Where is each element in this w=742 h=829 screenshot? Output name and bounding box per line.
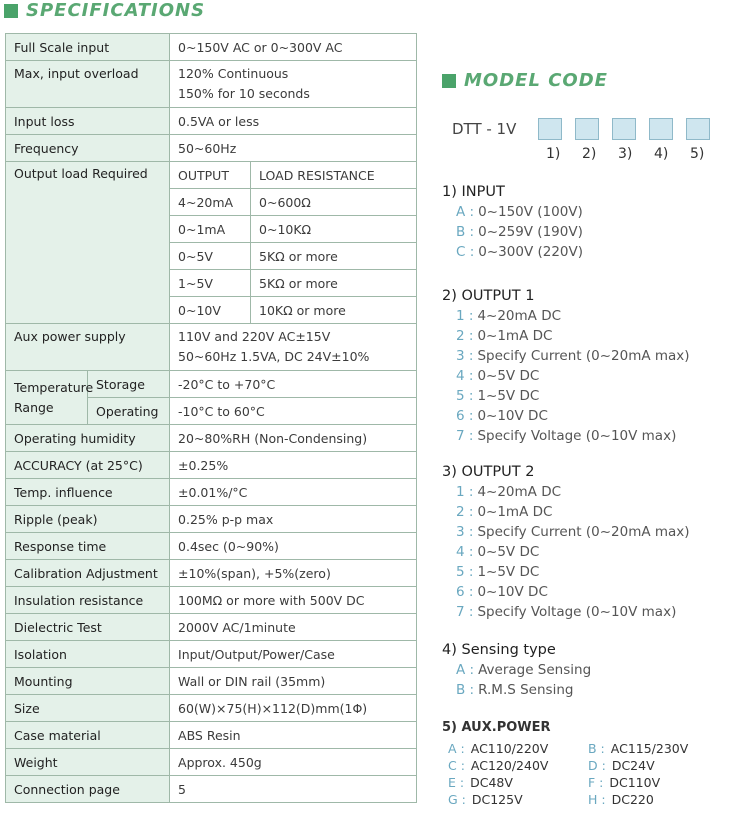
model-code-header (442, 70, 608, 91)
load-cell: 0~600Ω (251, 189, 417, 216)
option-text: 0~150V (100V) (478, 204, 583, 220)
option-item (442, 242, 583, 262)
option-text: Specify Voltage (0~10V max) (477, 604, 677, 620)
option-item (442, 660, 591, 680)
option-item (442, 366, 690, 386)
spec-value: 0~150V AC or 0~300V AC (170, 34, 417, 61)
option-key: 5 : (456, 564, 474, 580)
spec-value: ±0.01%/°C (170, 479, 417, 506)
option-key: 2 : (456, 328, 474, 344)
output-column-header: OUTPUT (170, 162, 251, 189)
aux-item (448, 758, 588, 773)
aux-text: DC48V (470, 775, 513, 790)
spec-label: Size (6, 695, 170, 722)
table-row (6, 479, 417, 506)
aux-key: A : (448, 741, 465, 756)
table-row (6, 162, 417, 189)
section-title: 1) INPUT (442, 184, 505, 200)
spec-label: ACCURACY (at 25°C) (6, 452, 170, 479)
option-key: A : (456, 662, 475, 678)
load-cell: 0~10KΩ (251, 216, 417, 243)
spec-value: 100MΩ or more with 500V DC (170, 587, 417, 614)
aux-power-section (442, 720, 708, 807)
model-section (442, 184, 583, 262)
option-key: 1 : (456, 484, 474, 500)
spec-label: Dielectric Test (6, 614, 170, 641)
specifications-header (4, 0, 205, 21)
aux-item (588, 792, 708, 807)
spec-label: Ripple (peak) (6, 506, 170, 533)
option-item (442, 326, 690, 346)
code-prefix: DTT - 1V (452, 120, 517, 138)
output-cell: 0~5V (170, 243, 251, 270)
aux-text: AC110/220V (470, 741, 549, 756)
table-row (6, 776, 417, 803)
option-key: 3 : (456, 524, 474, 540)
spec-value: 0.4sec (0~90%) (170, 533, 417, 560)
option-item (442, 522, 690, 542)
aux-item (448, 792, 588, 807)
option-text: 0~259V (190V) (478, 224, 583, 240)
option-key: 7 : (456, 428, 474, 444)
spec-value: Input/Output/Power/Case (170, 641, 417, 668)
table-row (6, 506, 417, 533)
table-row (6, 135, 417, 162)
spec-label (6, 371, 94, 425)
table-row (6, 34, 417, 61)
table-row (6, 560, 417, 587)
table-row (6, 587, 417, 614)
code-position-labels (546, 146, 726, 162)
spec-value: 5 (170, 776, 417, 803)
option-item (442, 222, 583, 242)
spec-value: 50~60Hz (170, 135, 417, 162)
spec-value: ±10%(span), +5%(zero) (170, 560, 417, 587)
spec-value: 20~80%RH (Non-Condensing) (170, 425, 417, 452)
spec-value-line: 50~60Hz 1.5VA, DC 24V±10% (178, 349, 370, 364)
option-key: 4 : (456, 368, 474, 384)
aux-item (588, 775, 708, 790)
table-row (6, 452, 417, 479)
option-key: 6 : (456, 584, 474, 600)
table-row (6, 425, 417, 452)
aux-text: DC110V (609, 775, 661, 790)
option-text: 0~1mA DC (477, 328, 553, 344)
code-box-3 (612, 118, 636, 140)
option-key: C : (456, 244, 475, 260)
spec-value: ABS Resin (170, 722, 417, 749)
aux-text: AC120/240V (470, 758, 549, 773)
code-box-5 (686, 118, 710, 140)
spec-value: Approx. 450g (170, 749, 417, 776)
load-cell: 5KΩ or more (251, 243, 417, 270)
spec-label: Calibration Adjustment (6, 560, 170, 587)
table-row (6, 722, 417, 749)
option-item (442, 482, 690, 502)
load-cell: 5KΩ or more (251, 270, 417, 297)
spec-label-line: Range (14, 399, 54, 415)
output-cell: 1~5V (170, 270, 251, 297)
option-item (442, 542, 690, 562)
option-key: A : (456, 204, 475, 220)
spec-value: -10°C to 60°C (170, 398, 417, 425)
spec-value (170, 324, 417, 371)
option-text: 0~5V DC (477, 544, 540, 560)
model-code-diagram (452, 118, 726, 162)
section-title: 4) Sensing type (442, 642, 556, 658)
code-position-label: 5) (690, 146, 705, 162)
spec-label: Weight (6, 749, 170, 776)
option-text: Specify Voltage (0~10V max) (477, 428, 677, 444)
spec-label: Operating humidity (6, 425, 170, 452)
spec-label: Isolation (6, 641, 170, 668)
spec-label: Max, input overload (6, 61, 170, 108)
code-position-label: 3) (618, 146, 633, 162)
option-item (442, 562, 690, 582)
spec-label: Mounting (6, 668, 170, 695)
spec-label: Input loss (6, 108, 170, 135)
option-key: B : (456, 224, 475, 240)
aux-key: B : (588, 741, 605, 756)
model-section (442, 288, 690, 446)
code-position-label: 2) (582, 146, 597, 162)
aux-text: DC220 (611, 792, 654, 807)
option-key: B : (456, 682, 475, 698)
option-key: 1 : (456, 308, 474, 324)
option-text: 0~1mA DC (477, 504, 553, 520)
spec-label: Output load Required (6, 162, 170, 324)
option-text: Specify Current (0~20mA max) (477, 524, 690, 540)
table-row (6, 61, 417, 108)
output-cell: 4~20mA (170, 189, 251, 216)
option-text: R.M.S Sensing (478, 682, 574, 698)
output-cell: 0~10V (170, 297, 251, 324)
output-cell: 0~1mA (170, 216, 251, 243)
option-item (442, 426, 690, 446)
model-section (442, 464, 690, 622)
spec-label: Connection page (6, 776, 170, 803)
aux-text: DC24V (611, 758, 655, 773)
section-title: 2) OUTPUT 1 (442, 288, 535, 304)
option-item (442, 406, 690, 426)
option-item (442, 680, 591, 700)
spec-label: Frequency (6, 135, 170, 162)
spec-value: ±0.25% (170, 452, 417, 479)
aux-key: G : (448, 792, 466, 807)
table-row (6, 641, 417, 668)
option-text: 1~5V DC (477, 388, 540, 404)
aux-key: C : (448, 758, 465, 773)
sub-label: Operating (88, 398, 170, 425)
option-item (442, 346, 690, 366)
spec-value-line: 110V and 220V AC±15V (178, 329, 331, 344)
aux-key: D : (588, 758, 606, 773)
table-row (6, 614, 417, 641)
option-text: 0~5V DC (477, 368, 540, 384)
spec-value-line: 120% Continuous (178, 66, 289, 81)
green-square-icon (4, 4, 18, 18)
option-item (442, 602, 690, 622)
section-title: 3) OUTPUT 2 (442, 464, 535, 480)
spec-label: Response time (6, 533, 170, 560)
spec-label-line: Temperature (14, 379, 94, 395)
spec-value: 0.5VA or less (170, 108, 417, 135)
spec-value-line: 150% for 10 seconds (178, 86, 310, 101)
option-key: 6 : (456, 408, 474, 424)
aux-power-title: 5) AUX.POWER (442, 720, 551, 735)
aux-item (448, 775, 588, 790)
table-row (6, 695, 417, 722)
aux-key: E : (448, 775, 465, 790)
option-key: 7 : (456, 604, 474, 620)
code-position-label: 1) (546, 146, 561, 162)
table-row (6, 108, 417, 135)
option-text: 1~5V DC (477, 564, 540, 580)
option-item (442, 582, 690, 602)
spec-label: Insulation resistance (6, 587, 170, 614)
load-column-header: LOAD RESISTANCE (251, 162, 417, 189)
aux-item (588, 758, 708, 773)
table-row (6, 749, 417, 776)
code-box-4 (649, 118, 673, 140)
option-item (442, 306, 690, 326)
aux-text: DC125V (471, 792, 523, 807)
specifications-table (5, 33, 417, 803)
option-text: 4~20mA DC (477, 484, 562, 500)
option-item (442, 202, 583, 222)
load-cell: 10KΩ or more (251, 297, 417, 324)
spec-value: 60(W)×75(H)×112(D)mm(1Φ) (170, 695, 417, 722)
aux-item (588, 741, 708, 756)
model-code-title: MODEL CODE (464, 70, 608, 91)
option-key: 3 : (456, 348, 474, 364)
option-item (442, 502, 690, 522)
sub-label: Storage (88, 371, 170, 398)
spec-value (170, 61, 417, 108)
option-key: 5 : (456, 388, 474, 404)
table-row (6, 668, 417, 695)
code-position-label: 4) (654, 146, 669, 162)
option-text: 0~10V DC (477, 408, 548, 424)
spec-value: 2000V AC/1minute (170, 614, 417, 641)
specifications-title: SPECIFICATIONS (26, 0, 206, 21)
table-row (6, 533, 417, 560)
aux-text: AC115/230V (610, 741, 689, 756)
aux-item (448, 741, 588, 756)
spec-value: Wall or DIN rail (35mm) (170, 668, 417, 695)
model-section (442, 642, 591, 700)
option-text: Specify Current (0~20mA max) (477, 348, 690, 364)
green-square-icon (442, 74, 456, 88)
spec-value: 0.25% p-p max (170, 506, 417, 533)
code-box-2 (575, 118, 599, 140)
option-text: 0~300V (220V) (478, 244, 584, 260)
option-item (442, 386, 690, 406)
spec-label: Full Scale input (6, 34, 170, 61)
option-text: 0~10V DC (477, 584, 548, 600)
option-key: 4 : (456, 544, 474, 560)
aux-key: H : (588, 792, 606, 807)
spec-label: Temp. influence (6, 479, 170, 506)
code-box-1 (538, 118, 562, 140)
table-row (6, 371, 417, 398)
table-row (6, 324, 417, 371)
spec-label: Case material (6, 722, 170, 749)
spec-value: -20°C to +70°C (170, 371, 417, 398)
spec-label: Aux power supply (6, 324, 170, 371)
aux-key: F : (588, 775, 604, 790)
option-text: 4~20mA DC (477, 308, 562, 324)
option-key: 2 : (456, 504, 474, 520)
option-text: Average Sensing (478, 662, 592, 678)
